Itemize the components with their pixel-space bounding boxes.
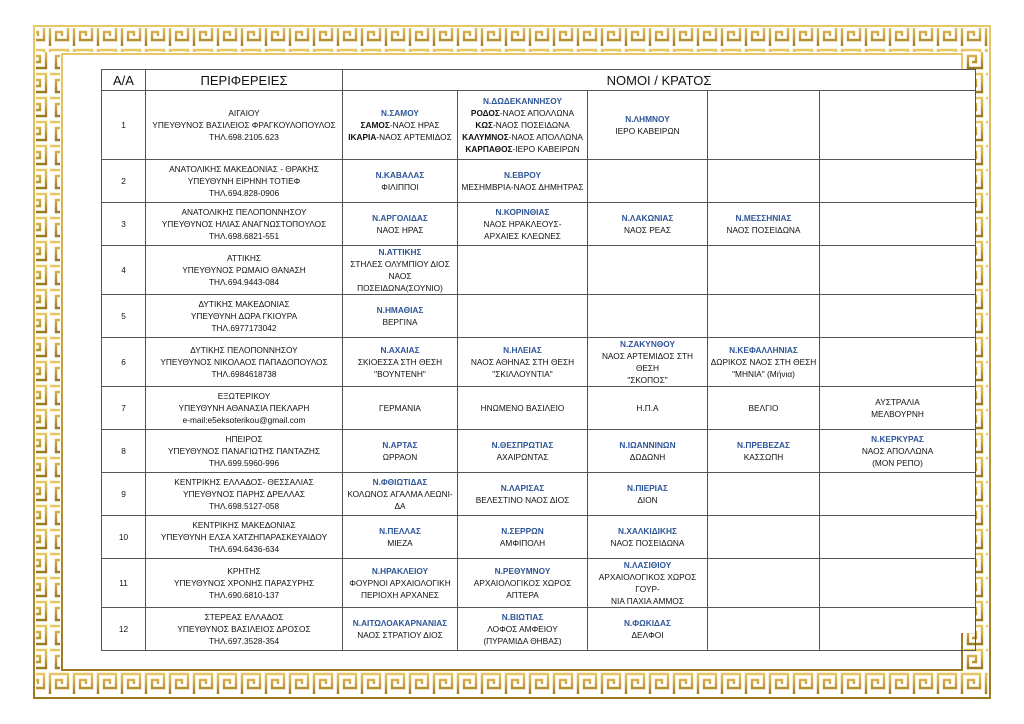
prefecture-cell: [588, 473, 708, 516]
site-text: (ΜΟΝ ΡΕΠΟ): [872, 458, 923, 468]
site-text: ΔΙΟΝ: [637, 495, 658, 505]
prefecture-cell: [343, 608, 458, 651]
region-cell: [146, 91, 343, 160]
prefecture-name: Ν.ΦΩΚΙΔΑΣ: [624, 618, 671, 628]
site-line: [460, 623, 585, 635]
region-line: ΤΗΛ.694.6436-634: [208, 544, 280, 554]
prefecture-cell: [458, 430, 588, 473]
row-number: 8: [102, 430, 146, 473]
site-text: ΑΡΧΑΙΕΣ ΚΛΕΩΝΕΣ: [484, 231, 561, 241]
prefecture-cell: [708, 203, 820, 246]
site-text: -ΝΑΟΣ ΑΠΟΛΛΩΝΑ: [499, 108, 575, 118]
site-text: ΔΑ: [394, 501, 406, 511]
site-line: [460, 119, 585, 131]
region-cell: [146, 430, 343, 473]
prefecture-cell: [343, 91, 458, 160]
prefecture-cell: [343, 473, 458, 516]
prefecture-cell: [588, 559, 708, 608]
site-text: ΓΕΡΜΑΝΙΑ: [379, 403, 421, 413]
site-line: [345, 402, 455, 414]
site-line: [710, 368, 817, 380]
site-text: ΝΑΟΣ ΗΡΑΚΛΕΟΥΣ-: [483, 219, 562, 229]
site-text: ΑΡΧΑΙΟΛΟΓΙΚΟΣ ΧΩΡΟΣ: [473, 578, 572, 588]
site-line: [590, 374, 705, 386]
prefecture-cell: [820, 338, 976, 387]
prefecture-name: Ν.ΑΤΤΙΚΗΣ: [378, 247, 422, 257]
prefecture-cell: [588, 338, 708, 387]
prefecture-name: Ν.ΛΑΡΙΣΑΣ: [500, 483, 545, 493]
region-line: ΤΗΛ.694.828-0906: [208, 188, 280, 198]
table-row: [102, 608, 976, 651]
prefecture-cell: [588, 295, 708, 338]
prefecture-cell: [343, 160, 458, 203]
site-line: [345, 368, 455, 380]
site-island: ΣΑΜΟΣ: [360, 120, 390, 130]
site-text: ΔΕΛΦΟΙ: [631, 630, 664, 640]
header-aa: Α/Α: [102, 70, 146, 91]
region-line: ΤΗΛ.694.9443-084: [208, 277, 280, 287]
site-text: ΦΙΛΙΠΠΟΙ: [381, 182, 419, 192]
prefecture-cell: [343, 295, 458, 338]
site-text: ΑΠΤΕΡΑ: [506, 590, 539, 600]
site-line: [710, 402, 817, 414]
site-line: [822, 408, 973, 420]
prefecture-cell: [708, 91, 820, 160]
table-row: [102, 338, 976, 387]
region-line: ΥΠΕΥΘΥΝΟΣ ΡΩΜΑΙΟ ΘΑΝΑΣΗ: [182, 265, 306, 275]
table-row: [102, 91, 976, 160]
site-line: [590, 224, 705, 236]
region-line: ΥΠΕΥΘΥΝΟΣ ΗΛΙΑΣ ΑΝΑΓΝΩΣΤΟΠΟΥΛΟΣ: [161, 219, 327, 229]
region-line: ΚΡΗΤΗΣ: [227, 566, 261, 576]
row-number: 3: [102, 203, 146, 246]
prefecture-name: Ν.ΛΗΜΝΟΥ: [625, 114, 670, 124]
prefecture-cell: [458, 473, 588, 516]
region-line: ΥΠΕΥΘΥΝΟΣ ΠΑΡΗΣ ΔΡΕΛΛΑΣ: [182, 489, 306, 499]
region-line: ΥΠΕΥΘΥΝΟΣ ΒΑΣΙΛΕΙΟΣ ΦΡΑΓΚΟΥΛΟΠΟΥΛΟΣ: [152, 120, 336, 130]
region-cell: [146, 338, 343, 387]
site-island: ΚΑΡΠΑΘΟΣ: [465, 144, 513, 154]
site-island: ΙΚΑΡΙΑ: [348, 132, 377, 142]
site-text: "ΣΚΙΛΛΟΥΝΤΙΑ": [492, 369, 553, 379]
prefecture-cell: [458, 516, 588, 559]
prefecture-name: Ν.ΧΑΛΚΙΔΙΚΗΣ: [618, 526, 677, 536]
site-text: ΛΟΦΟΣ ΑΜΦΕΙΟΥ: [487, 624, 558, 634]
prefecture-cell: [343, 559, 458, 608]
site-line: [460, 451, 585, 463]
region-line: ΤΗΛ.699.5960-996: [208, 458, 280, 468]
region-cell: [146, 160, 343, 203]
row-number: 7: [102, 387, 146, 430]
site-text: ΚΑΣΣΩΠΗ: [743, 452, 784, 462]
site-text: ΒΕΡΓΙΝΑ: [382, 317, 418, 327]
prefecture-cell: [588, 430, 708, 473]
site-line: [590, 595, 705, 607]
site-line: [460, 218, 585, 230]
prefecture-cell: [820, 246, 976, 295]
site-text: ΝΑΟΣ ΗΡΑΣ: [376, 225, 424, 235]
site-text: ΔΩΔΩΝΗ: [629, 452, 666, 462]
site-line: [345, 316, 455, 328]
site-line: [345, 356, 455, 368]
site-text: ΝΙΑ ΠΑΧΙΑ ΑΜΜΟΣ: [611, 596, 684, 606]
prefecture-name: Ν.ΣΑΜΟΥ: [381, 108, 419, 118]
site-text: ΠΕΡΙΟΧΗ ΑΡΧΑΝΕΣ: [361, 590, 439, 600]
table-row: [102, 203, 976, 246]
prefecture-cell: [820, 295, 976, 338]
region-line: ΤΗΛ.690.6810-137: [208, 590, 280, 600]
prefecture-name: Ν.ΚΕΡΚΥΡΑΣ: [871, 434, 924, 444]
row-number: 12: [102, 608, 146, 651]
prefecture-name: Ν.ΜΕΣΣΗΝΙΑΣ: [735, 213, 792, 223]
prefecture-cell: [458, 160, 588, 203]
region-line: ΥΠΕΥΘΥΝΟΣ ΒΑΣΙΛΕΙΟΣ ΔΡΟΣΟΣ: [177, 624, 311, 634]
prefecture-cell: [343, 338, 458, 387]
site-text: ΑΡΧΑΙΟΛΟΓΙΚΟΣ ΧΩΡΟΣ ΓΟΥΡ-: [598, 572, 697, 594]
region-line: ΤΗΛ.698.5127-058: [208, 501, 280, 511]
region-line: ΤΗΛ.698.2105.623: [209, 132, 279, 142]
site-text: ΜΕΣΗΜΒΡΙΑ-ΝΑΟΣ ΔΗΜΗΤΡΑΣ: [461, 182, 584, 192]
region-cell: [146, 246, 343, 295]
prefecture-name: Ν.ΘΕΣΠΡΩΤΙΑΣ: [491, 440, 554, 450]
site-text: ΙΕΡΟ ΚΑΒΕΙΡΩΝ: [615, 126, 680, 136]
prefecture-name: Ν.ΗΜΑΘΙΑΣ: [376, 305, 424, 315]
site-line: [460, 635, 585, 647]
site-text: ΝΑΟΣ ΑΡΤΕΜΙΔΟΣ ΣΤΗ ΘΕΣΗ: [601, 351, 694, 373]
site-island: ΚΑΛΥΜΝΟΣ: [462, 132, 509, 142]
region-cell: [146, 203, 343, 246]
document-sheet: [101, 69, 975, 646]
site-line: [460, 131, 585, 143]
site-text: ΒΕΛΕΣΤΙΝΟ ΝΑΟΣ ΔΙΟΣ: [475, 495, 570, 505]
site-line: [460, 589, 585, 601]
site-text: ΣΚΙΟΕΣΣΑ ΣΤΗ ΘΕΣΗ: [357, 357, 443, 367]
site-text: Η.Π.Α: [636, 403, 659, 413]
site-text: ΔΩΡΙΚΟΣ ΝΑΟΣ ΣΤΗ ΘΕΣΗ: [710, 357, 817, 367]
table-row: [102, 516, 976, 559]
site-line: [460, 230, 585, 242]
region-line: ΑΤΤΙΚΗΣ: [226, 253, 261, 263]
prefecture-name: Ν.ΠΡΕΒΕΖΑΣ: [737, 440, 790, 450]
prefecture-cell: [820, 387, 976, 430]
prefecture-name: Ν.ΚΑΒΑΛΑΣ: [375, 170, 425, 180]
site-line: [345, 181, 455, 193]
site-line: [460, 537, 585, 549]
region-cell: [146, 608, 343, 651]
site-text: -ΝΑΟΣ ΑΡΤΕΜΙΔΟΣ: [376, 132, 452, 142]
table-row: [102, 559, 976, 608]
prefecture-cell: [458, 246, 588, 295]
site-text: -ΝΑΟΣ ΗΡΑΣ: [389, 120, 440, 130]
site-text: "ΒΟΥΝΤΕΝΗ": [374, 369, 426, 379]
prefecture-cell: [708, 338, 820, 387]
site-line: [590, 350, 705, 374]
site-text: ΝΑΟΣ ΑΘΗΝΑΣ ΣΤΗ ΘΕΣΗ: [470, 357, 575, 367]
prefecture-cell: [820, 160, 976, 203]
prefecture-name: Ν.ΣΕΡΡΩΝ: [501, 526, 544, 536]
region-line: ΥΠΕΥΘΥΝΗ ΑΘΑΝΑΣΙΑ ΠΕΚΛΑΡΗ: [178, 403, 310, 413]
prefecture-cell: [820, 203, 976, 246]
prefecture-cell: [820, 473, 976, 516]
site-line: [822, 457, 973, 469]
site-text: ΝΑΟΣ ΑΠΟΛΛΩΝΑ: [861, 446, 934, 456]
table-row: [102, 246, 976, 295]
site-line: [345, 131, 455, 143]
header-regions: ΠΕΡΙΦΕΡΕΙΕΣ: [146, 70, 343, 91]
row-number: 10: [102, 516, 146, 559]
prefecture-cell: [820, 608, 976, 651]
region-cell: [146, 295, 343, 338]
prefecture-cell: [458, 608, 588, 651]
prefecture-cell: [588, 516, 708, 559]
site-line: [345, 270, 455, 294]
site-line: [345, 589, 455, 601]
row-number: 1: [102, 91, 146, 160]
region-line: ΑΙΓΑΙΟΥ: [228, 108, 260, 118]
prefecture-cell: [343, 203, 458, 246]
region-line: ΚΕΝΤΡΙΚΗΣ ΜΑΚΕΔΟΝΙΑΣ: [192, 520, 296, 530]
prefecture-name: Ν.ΑΡΓΟΛΙΔΑΣ: [372, 213, 428, 223]
site-line: [345, 224, 455, 236]
prefecture-name: Ν.ΠΕΛΛΑΣ: [379, 526, 421, 536]
prefecture-cell: [708, 295, 820, 338]
site-text: (ΠΥΡΑΜΙΔΑ ΘΗΒΑΣ): [483, 636, 562, 646]
prefecture-cell: [588, 246, 708, 295]
prefecture-cell: [708, 516, 820, 559]
row-number: 11: [102, 559, 146, 608]
region-line: ΗΠΕΙΡΟΣ: [225, 434, 263, 444]
prefecture-cell: [458, 203, 588, 246]
prefecture-cell: [588, 203, 708, 246]
site-text: ΣΤΗΛΕΣ ΟΛΥΜΠΙΟΥ ΔΙΟΣ: [350, 259, 450, 269]
site-line: [710, 224, 817, 236]
site-text: ΦΟΥΡΝΟΙ ΑΡΧΑΙΟΛΟΓΙΚΗ: [349, 578, 451, 588]
site-line: [345, 629, 455, 641]
prefecture-cell: [458, 295, 588, 338]
region-cell: [146, 473, 343, 516]
prefecture-name: Ν.ΒΙΩΤΙΑΣ: [501, 612, 544, 622]
prefecture-cell: [708, 387, 820, 430]
row-number: 5: [102, 295, 146, 338]
prefecture-name: Ν.ΛΑΚΩΝΙΑΣ: [621, 213, 674, 223]
prefecture-cell: [820, 430, 976, 473]
prefecture-name: Ν.ΕΒΡΟΥ: [503, 170, 542, 180]
row-number: 4: [102, 246, 146, 295]
region-line: ΥΠΕΥΘΥΝΟΣ ΝΙΚΟΛΑΟΣ ΠΑΠΑΔΟΠΟΥΛΟΣ: [160, 357, 328, 367]
site-line: [590, 125, 705, 137]
prefecture-name: Ν.ΑΡΤΑΣ: [382, 440, 418, 450]
site-line: [710, 356, 817, 368]
table-row: [102, 387, 976, 430]
site-line: [345, 258, 455, 270]
prefecture-cell: [708, 559, 820, 608]
site-line: [822, 445, 973, 457]
site-line: [710, 451, 817, 463]
region-line: ΑΝΑΤΟΛΙΚΗΣ ΠΕΛΟΠΟΝΝΗΣΟΥ: [181, 207, 307, 217]
prefecture-cell: [588, 608, 708, 651]
site-line: [460, 356, 585, 368]
site-line: [345, 537, 455, 549]
prefecture-name: Ν.ΦΘΙΩΤΙΔΑΣ: [372, 477, 428, 487]
row-number: 9: [102, 473, 146, 516]
region-line: ΚΕΝΤΡΙΚΗΣ ΕΛΛΑΔΟΣ- ΘΕΣΣΑΛΙΑΣ: [174, 477, 314, 487]
prefecture-cell: [820, 91, 976, 160]
prefecture-cell: [458, 387, 588, 430]
region-line: ΥΠΕΥΘΥΝΟΣ ΧΡΟΝΗΣ ΠΑΡΑΣΥΡΗΣ: [174, 578, 314, 588]
site-line: [345, 500, 455, 512]
site-line: [345, 119, 455, 131]
site-line: [460, 402, 585, 414]
prefecture-cell: [708, 246, 820, 295]
site-line: [460, 181, 585, 193]
site-text: ΝΑΟΣ ΠΟΣΕΙΔΩΝΑ: [610, 538, 685, 548]
prefecture-cell: [708, 608, 820, 651]
site-line: [590, 451, 705, 463]
region-line: ΑΝΑΤΟΛΙΚΗΣ ΜΑΚΕΔΟΝΙΑΣ - ΘΡΑΚΗΣ: [169, 164, 319, 174]
region-line: ΤΗΛ.6984618738: [211, 369, 277, 379]
site-line: [345, 577, 455, 589]
prefecture-cell: [588, 160, 708, 203]
region-line: ΕΞΩΤΕΡΙΚΟΥ: [217, 391, 271, 401]
prefecture-name: Ν.ΖΑΚΥΝΘΟΥ: [619, 339, 676, 349]
prefecture-name: Ν.ΙΩΑΝΝΙΝΩΝ: [619, 440, 676, 450]
prefecture-cell: [458, 91, 588, 160]
region-line: ΤΗΛ.6977173042: [211, 323, 277, 333]
prefecture-name: Ν.ΚΕΦΑΛΛΗΝΙΑΣ: [729, 345, 798, 355]
region-line: ΥΠΕΥΘΥΝΗ ΕΛΣΑ ΧΑΤΖΗΠΑΡΑΣΚΕΥΑΙΔΟΥ: [160, 532, 328, 542]
region-cell: [146, 516, 343, 559]
table-row: [102, 473, 976, 516]
site-text: ΑΧΑΙΡΩΝΤΑΣ: [496, 452, 549, 462]
site-island: ΡΟΔΟΣ: [470, 108, 500, 118]
prefecture-cell: [343, 246, 458, 295]
row-number: 6: [102, 338, 146, 387]
prefecture-cell: [588, 91, 708, 160]
site-text: ΑΥΣΤΡΑΛΙΑ: [875, 397, 920, 407]
prefecture-cell: [458, 559, 588, 608]
region-line: ΥΠΕΥΘΥΝΗ ΕΙΡΗΝΗ ΤΟΤΙΕΦ: [187, 176, 301, 186]
site-line: [590, 494, 705, 506]
site-island: ΚΩΣ: [475, 120, 493, 130]
prefecture-name: Ν.ΚΟΡΙΝΘΙΑΣ: [495, 207, 550, 217]
prefecture-name: Ν.ΠΙΕΡΙΑΣ: [627, 483, 668, 493]
region-line: ΔΥΤΙΚΗΣ ΜΑΚΕΔΟΝΙΑΣ: [198, 299, 290, 309]
table-row: [102, 430, 976, 473]
region-cell: [146, 559, 343, 608]
prefecture-cell: [708, 160, 820, 203]
prefecture-name: Ν.ΔΩΔΕΚΑΝΝΗΣΟΥ: [482, 96, 563, 106]
site-line: [460, 143, 585, 155]
prefecture-cell: [343, 387, 458, 430]
region-line: ΣΤΕΡΕΑΣ ΕΛΛΑΔΟΣ: [204, 612, 284, 622]
site-text: ΝΑΟΣ ΡΕΑΣ: [624, 225, 671, 235]
prefecture-name: Ν.ΑΧΑΙΑΣ: [380, 345, 420, 355]
region-line: ΤΗΛ.698.6821-551: [208, 231, 280, 241]
prefecture-name: Ν.ΗΛΕΙΑΣ: [503, 345, 542, 355]
site-line: [590, 571, 705, 595]
region-cell: [146, 387, 343, 430]
prefecture-name: Ν.ΗΡΑΚΛΕΙΟΥ: [371, 566, 429, 576]
site-text: ΗΝΩΜΕΝΟ ΒΑΣΙΛΕΙΟ: [480, 403, 565, 413]
region-line: ΥΠΕΥΘΥΝΗ ΔΩΡΑ ΓΚΙΟΥΡΑ: [190, 311, 298, 321]
site-line: [590, 402, 705, 414]
site-text: ΜΙΕΖΑ: [387, 538, 413, 548]
site-line: [345, 488, 455, 500]
prefecture-name: Ν.ΡΕΘΥΜΝΟΥ: [494, 566, 551, 576]
region-line: ΔΥΤΙΚΗΣ ΠΕΛΟΠΟΝΝΗΣΟΥ: [190, 345, 298, 355]
row-number: 2: [102, 160, 146, 203]
site-line: [460, 577, 585, 589]
prefecture-name: Ν.ΑΙΤΩΛΟΑΚΑΡΝΑΝΙΑΣ: [352, 618, 448, 628]
site-line: [590, 629, 705, 641]
regions-table: [101, 69, 976, 651]
table-row: [102, 160, 976, 203]
site-text: "ΣΚΟΠΟΣ": [627, 375, 668, 385]
prefecture-cell: [343, 516, 458, 559]
prefecture-cell: [820, 516, 976, 559]
site-text: ΩΡΡΑΟΝ: [382, 452, 418, 462]
site-line: [460, 368, 585, 380]
site-text: ΜΕΛΒΟΥΡΝΗ: [871, 409, 924, 419]
prefecture-cell: [708, 430, 820, 473]
table-header-row: [102, 70, 976, 91]
site-line: [460, 494, 585, 506]
site-text: ΒΕΛΓΙΟ: [748, 403, 779, 413]
site-text: ΑΜΦΙΠΟΛΗ: [499, 538, 546, 548]
table-row: [102, 295, 976, 338]
site-text: ΚΟΛΩΝΟΣ ΑΓΑΛΜΑ ΛΕΩΝΙ-: [347, 489, 453, 499]
site-line: [590, 537, 705, 549]
site-text: ΝΑΟΣ ΠΟΣΕΙΔΩΝΑ(ΣΟΥΝΙΟ): [357, 271, 443, 293]
prefecture-cell: [820, 559, 976, 608]
site-text: -ΝΑΟΣ ΑΠΟΛΛΩΝΑ: [508, 132, 583, 142]
table-body: [102, 91, 976, 651]
prefecture-cell: [588, 387, 708, 430]
site-text: ΝΑΟΣ ΣΤΡΑΤΙΟΥ ΔΙΟΣ: [357, 630, 443, 640]
region-line: ΥΠΕΥΘΥΝΟΣ ΠΑΝΑΓΙΩΤΗΣ ΠΑΝΤΑΖΗΣ: [167, 446, 321, 456]
prefecture-cell: [458, 338, 588, 387]
site-line: [345, 451, 455, 463]
prefecture-cell: [708, 473, 820, 516]
site-line: [822, 396, 973, 408]
site-text: "ΜΗΝΙΑ" (Μήνια): [732, 369, 795, 379]
prefecture-cell: [343, 430, 458, 473]
site-line: [460, 107, 585, 119]
region-line: e-mail:e5eksoterikou@gmail.com: [182, 415, 306, 425]
site-text: ΝΑΟΣ ΠΟΣΕΙΔΩΝΑ: [726, 225, 801, 235]
header-prefectures: ΝΟΜΟΙ / ΚΡΑΤΟΣ: [343, 70, 976, 91]
region-line: ΤΗΛ.697.3528-354: [208, 636, 280, 646]
site-text: -ΝΑΟΣ ΠΟΣΕΙΔΩΝΑ: [492, 120, 570, 130]
site-text: -ΙΕΡΟ ΚΑΒΕΙΡΩΝ: [512, 144, 580, 154]
prefecture-name: Ν.ΛΑΣΙΘΙΟΥ: [623, 560, 672, 570]
